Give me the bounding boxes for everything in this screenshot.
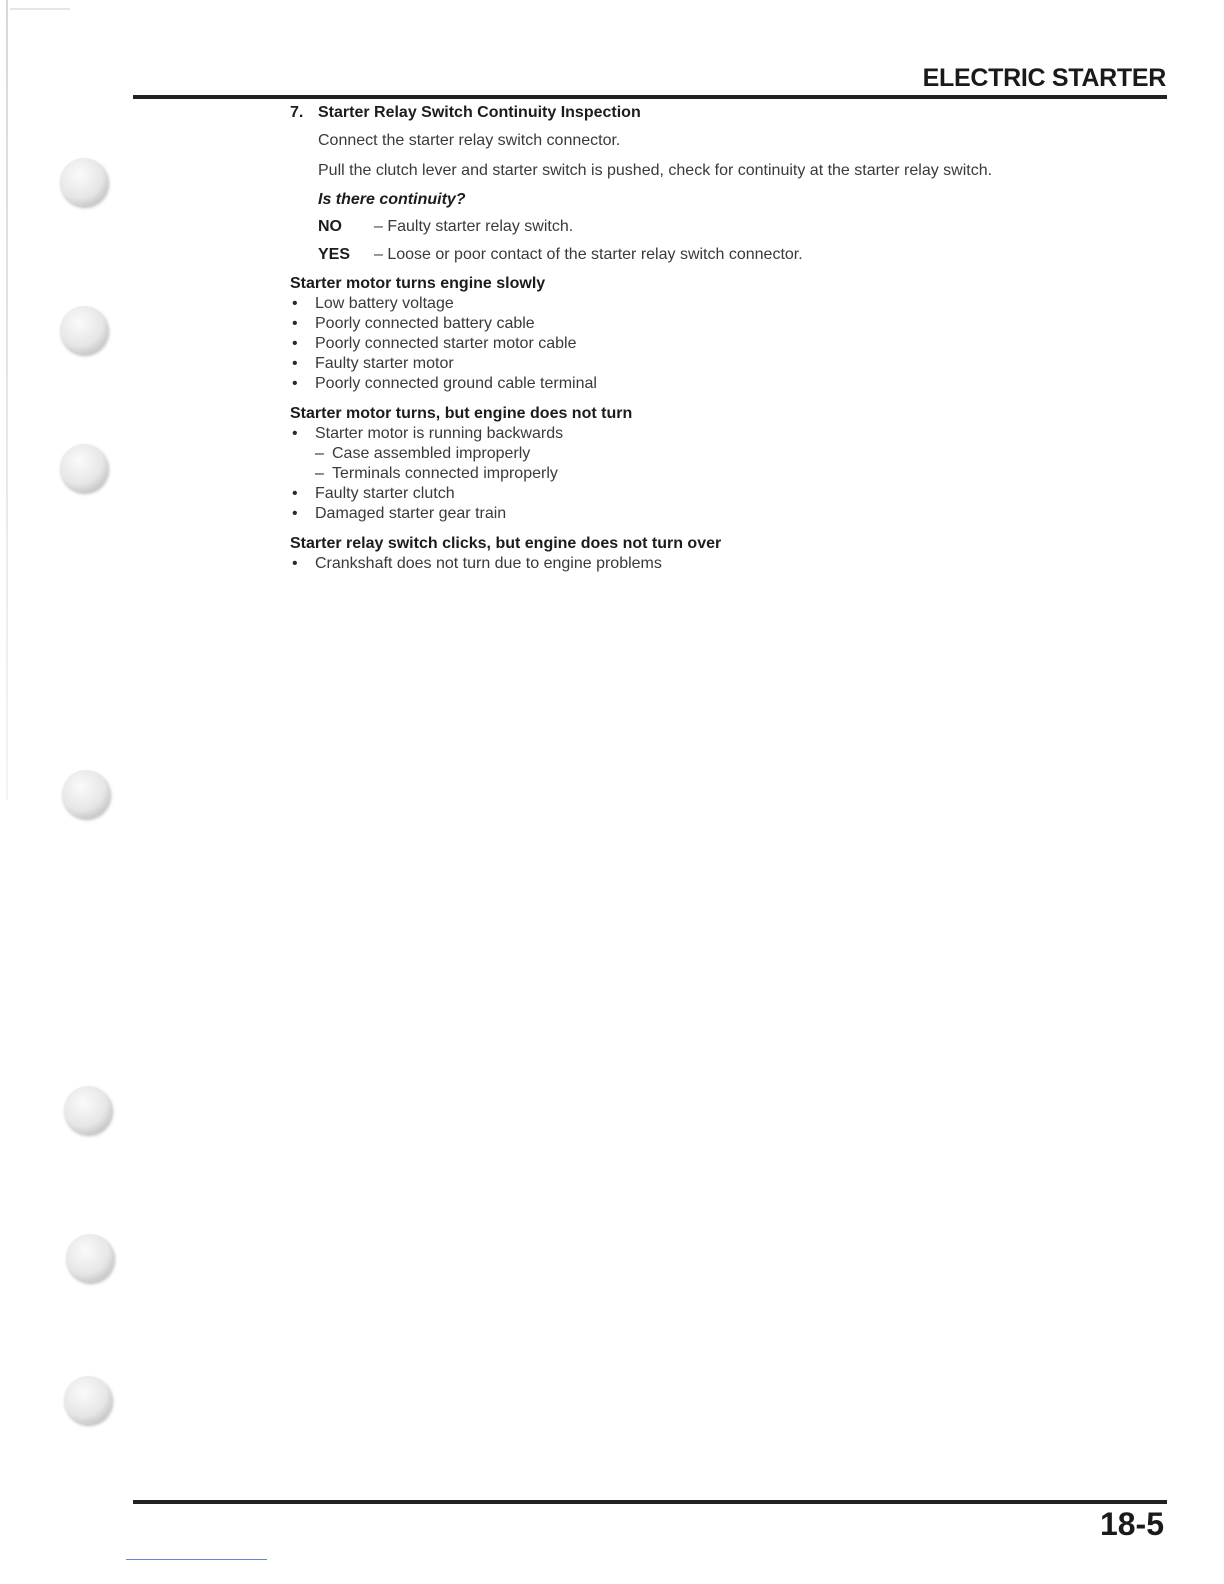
page-content [290,104,1170,584]
list-item [290,424,1170,484]
list-item: • Damaged starter gear train [290,504,1170,524]
symptom-heading: Starter motor turns, but engine does not turn [290,405,633,422]
punch-hole [64,1376,112,1424]
cause-list [290,294,1170,394]
footer-rule [133,1500,1167,1504]
step-number: 7. [290,104,304,121]
page-edge-mark [10,8,70,10]
section-header-title: ELECTRIC STARTER [922,64,1166,92]
footer-link-underline [126,1559,267,1560]
cause-list [290,424,1170,524]
answer-key: NO [318,218,342,235]
answer-text: – Loose or poor contact of the starter relay switch connector. [374,246,803,263]
step-heading [290,104,1170,122]
instruction-paragraph: Connect the starter relay switch connector. [318,132,621,149]
symptom-heading: Starter relay switch clicks, but engine does not turn over [290,535,722,552]
answer-yes [318,246,1170,264]
page-edge-shadow [6,0,8,800]
list-item: • Low battery voltage [290,294,1170,314]
punch-hole [66,1234,114,1282]
punch-hole [64,1086,112,1134]
answer-text: – Faulty starter relay switch. [374,218,574,235]
punch-hole [60,158,108,206]
list-item: • Poorly connected battery cable [290,314,1170,334]
list-item: • Crankshaft does not turn due to engine problems [290,554,1170,574]
instruction-paragraph: Pull the clutch lever and starter switch is pushed, check for continuity at the starter relay switch. [318,162,993,179]
list-item: • Poorly connected starter motor cable [290,334,1170,354]
punch-hole [60,306,108,354]
sub-list-item: – Terminals connected improperly [315,464,1170,484]
list-item: • Poorly connected ground cable terminal [290,374,1170,394]
cause-list [290,554,1170,574]
header-rule [133,95,1167,99]
page-number: 18-5 [1099,1506,1164,1542]
inspection-question: Is there continuity? [318,191,466,208]
step-title: Starter Relay Switch Continuity Inspection [318,104,641,121]
sub-cause-list [315,444,1170,484]
sub-list-item: – Case assembled improperly [315,444,1170,464]
answer-no [318,218,1170,236]
symptom-heading: Starter motor turns engine slowly [290,275,546,292]
list-item-text: Starter motor is running backwards [315,425,564,442]
answer-key: YES [318,246,351,263]
list-item: • Faulty starter motor [290,354,1170,374]
list-item: • Faulty starter clutch [290,484,1170,504]
punch-hole [60,444,108,492]
punch-hole [62,770,110,818]
